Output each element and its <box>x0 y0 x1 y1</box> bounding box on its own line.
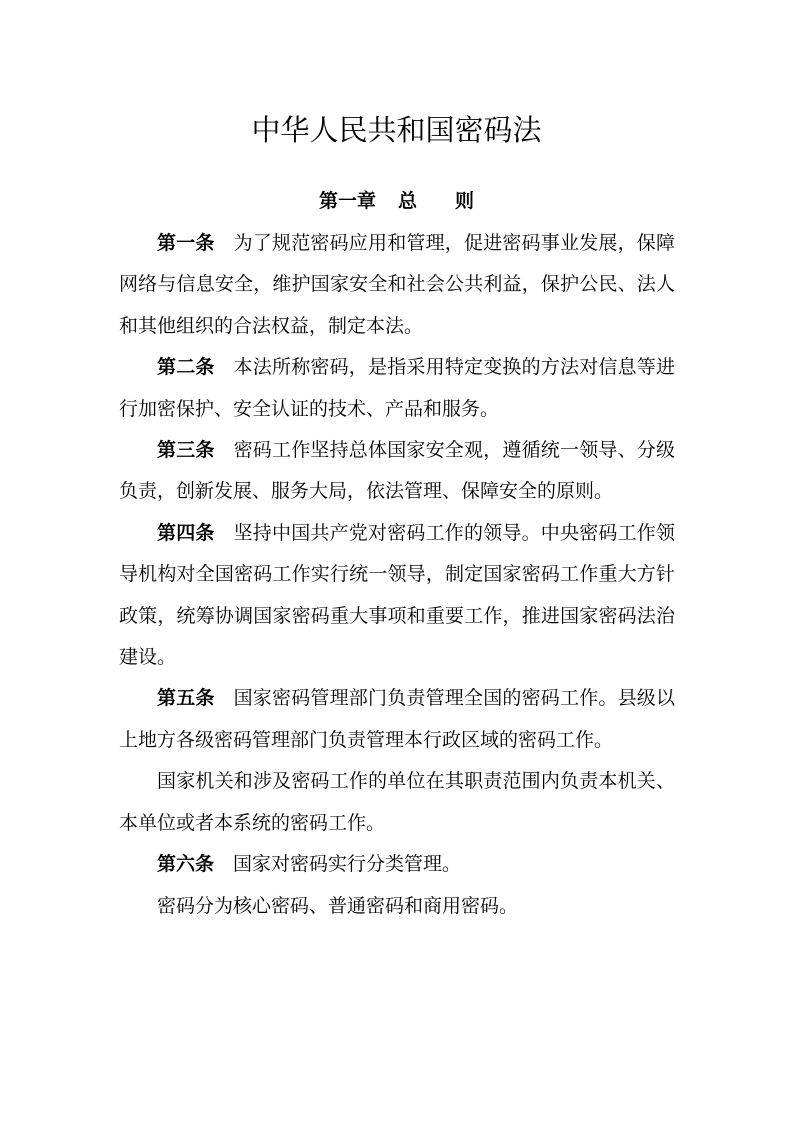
article-4-paragraph <box>119 513 675 679</box>
chapter-name-part1: 总 <box>397 190 417 212</box>
article-text: 坚持中国共产党对密码工作的领导。中央密码工作领导机构对全国密码工作实行统一领导，制定国家密码工作重大方针政策，统筹协调国家密码重大事项和重要工作，推进国家密码法治建设。 <box>119 521 675 669</box>
article-1-paragraph <box>119 223 675 347</box>
article-text: 为了规范密码应用和管理，促进密码事业发展，保障网络与信息安全，维护国家安全和社会公共利益，保护公民、法人和其他组织的合法权益，制定本法。 <box>119 232 675 337</box>
article-6-paragraph-2 <box>119 886 675 927</box>
chapter-number: 第一章 <box>318 190 376 212</box>
article-number: 第四条 <box>157 521 215 544</box>
article-2-paragraph <box>119 347 675 430</box>
document-body <box>119 223 675 927</box>
chapter-heading <box>0 184 793 218</box>
article-number: 第六条 <box>157 853 215 876</box>
chapter-name-part2: 则 <box>455 190 475 212</box>
document-title: 中华人民共和国密码法 <box>251 113 542 147</box>
article-text: 国家密码管理部门负责管理全国的密码工作。县级以上地方各级密码管理部门负责管理本行政区域的密码工作。 <box>119 687 675 751</box>
article-6-paragraph <box>119 844 675 885</box>
article-5-paragraph <box>119 678 675 761</box>
article-number: 第五条 <box>157 687 215 710</box>
article-3-paragraph <box>119 430 675 513</box>
article-number: 第一条 <box>157 232 215 254</box>
article-text: 密码分为核心密码、普通密码和商用密码。 <box>157 894 519 917</box>
article-text: 国家机关和涉及密码工作的单位在其职责范围内负责本机关、本单位或者本系统的密码工作。 <box>119 770 675 834</box>
article-5-paragraph-2 <box>119 761 675 844</box>
article-number: 第三条 <box>157 439 215 462</box>
article-text: 本法所称密码，是指采用特定变换的方法对信息等进行加密保护、安全认证的技术、产品和服务。 <box>119 356 675 420</box>
article-text: 密码工作坚持总体国家安全观，遵循统一领导、分级负责，创新发展、服务大局，依法管理、保障安全的原则。 <box>119 439 675 503</box>
article-number: 第二条 <box>157 356 215 379</box>
article-text: 国家对密码实行分类管理。 <box>233 853 462 876</box>
